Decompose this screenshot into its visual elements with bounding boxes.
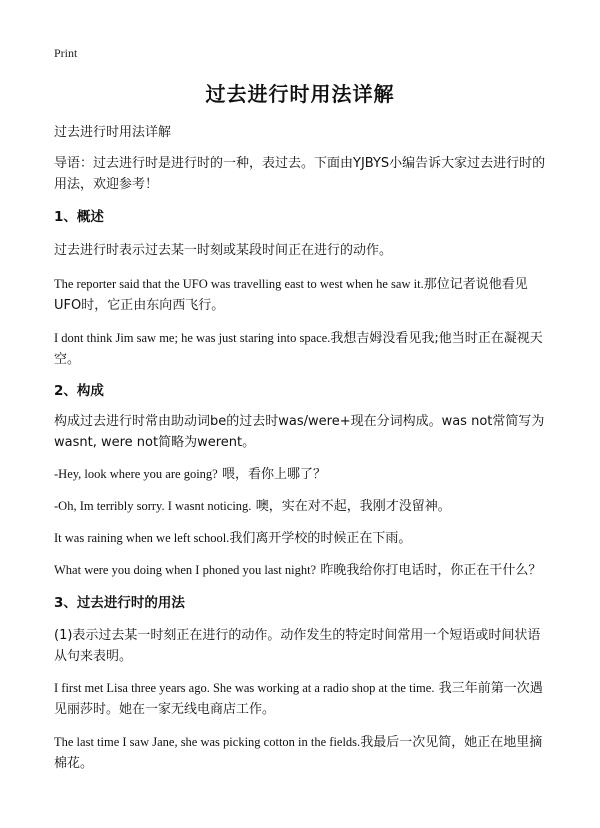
example-paragraph — [54, 528, 548, 549]
example-paragraph — [54, 464, 548, 485]
example-paragraph — [54, 274, 548, 316]
example-chinese: 我们离开学校的时候正在下雨。 — [229, 531, 412, 546]
example-chinese: 昨晚我给你打电话时，你正在干什么？ — [320, 563, 542, 578]
example-paragraph — [54, 678, 548, 720]
example-chinese: 噢，实在对不起，我刚才没留神。 — [255, 499, 451, 514]
example-chinese: 喂，看你上哪了？ — [222, 467, 327, 482]
page-title: 过去进行时用法详解 — [205, 82, 395, 106]
definition-paragraph: 过去进行时表示过去某一时刻或某段时间正在进行的动作。 — [54, 243, 393, 258]
example-chinese: 我想吉姆没看见我;他当时正在凝视天空。 — [54, 331, 543, 367]
subtitle: 过去进行时用法详解 — [54, 125, 172, 140]
example-english: I dont think Jim saw me; he was just staring into space. — [54, 331, 331, 345]
usage-paragraph: (1)表示过去某一时刻正在进行的动作。动作发生的特定时间常用一个短语或时间状语从句来表明。 — [54, 628, 541, 664]
section-heading-overview: 1、概述 — [54, 209, 104, 225]
example-chinese: 我最后一次见简，她正在地里摘棉花。 — [54, 735, 543, 771]
example-english: The last time I saw Jane, she was picking cotton in the fields. — [54, 735, 361, 749]
section-heading-usage: 3、过去进行时的用法 — [54, 595, 185, 611]
article-body — [54, 122, 548, 774]
example-english: The reporter said that the UFO was travelling east to west when he saw it. — [54, 277, 424, 291]
intro-paragraph: 导语：过去进行时是进行时的一种，表过去。下面由YJBYS小编告诉大家过去进行时的用法，欢迎参考！ — [54, 156, 546, 192]
example-english: I first met Lisa three years ago. She was working at a radio shop at the time. — [54, 681, 435, 695]
example-english: -Oh, Im terribly sorry. I wasnt noticing. — [54, 499, 252, 513]
example-paragraph — [54, 496, 548, 517]
structure-rule-paragraph: 构成过去进行时常由助动词be的过去时was/were+现在分词构成。was not常简写为wasnt, were not简略为werent。 — [54, 414, 545, 450]
example-chinese: 我三年前第一次遇见丽莎时。她在一家无线电商店工作。 — [54, 681, 543, 717]
example-english: It was raining when we left school. — [54, 531, 230, 545]
example-paragraph — [54, 560, 548, 581]
example-english: What were you doing when I phoned you last night? — [54, 563, 317, 577]
example-paragraph — [54, 328, 548, 370]
print-label[interactable]: Print — [54, 46, 78, 60]
section-heading-structure: 2、构成 — [54, 383, 104, 399]
example-chinese: 那位记者说他看见UFO时，它正由东向西飞行。 — [54, 277, 528, 313]
example-english: -Hey, look where you are going? — [54, 467, 218, 481]
example-paragraph — [54, 732, 548, 774]
